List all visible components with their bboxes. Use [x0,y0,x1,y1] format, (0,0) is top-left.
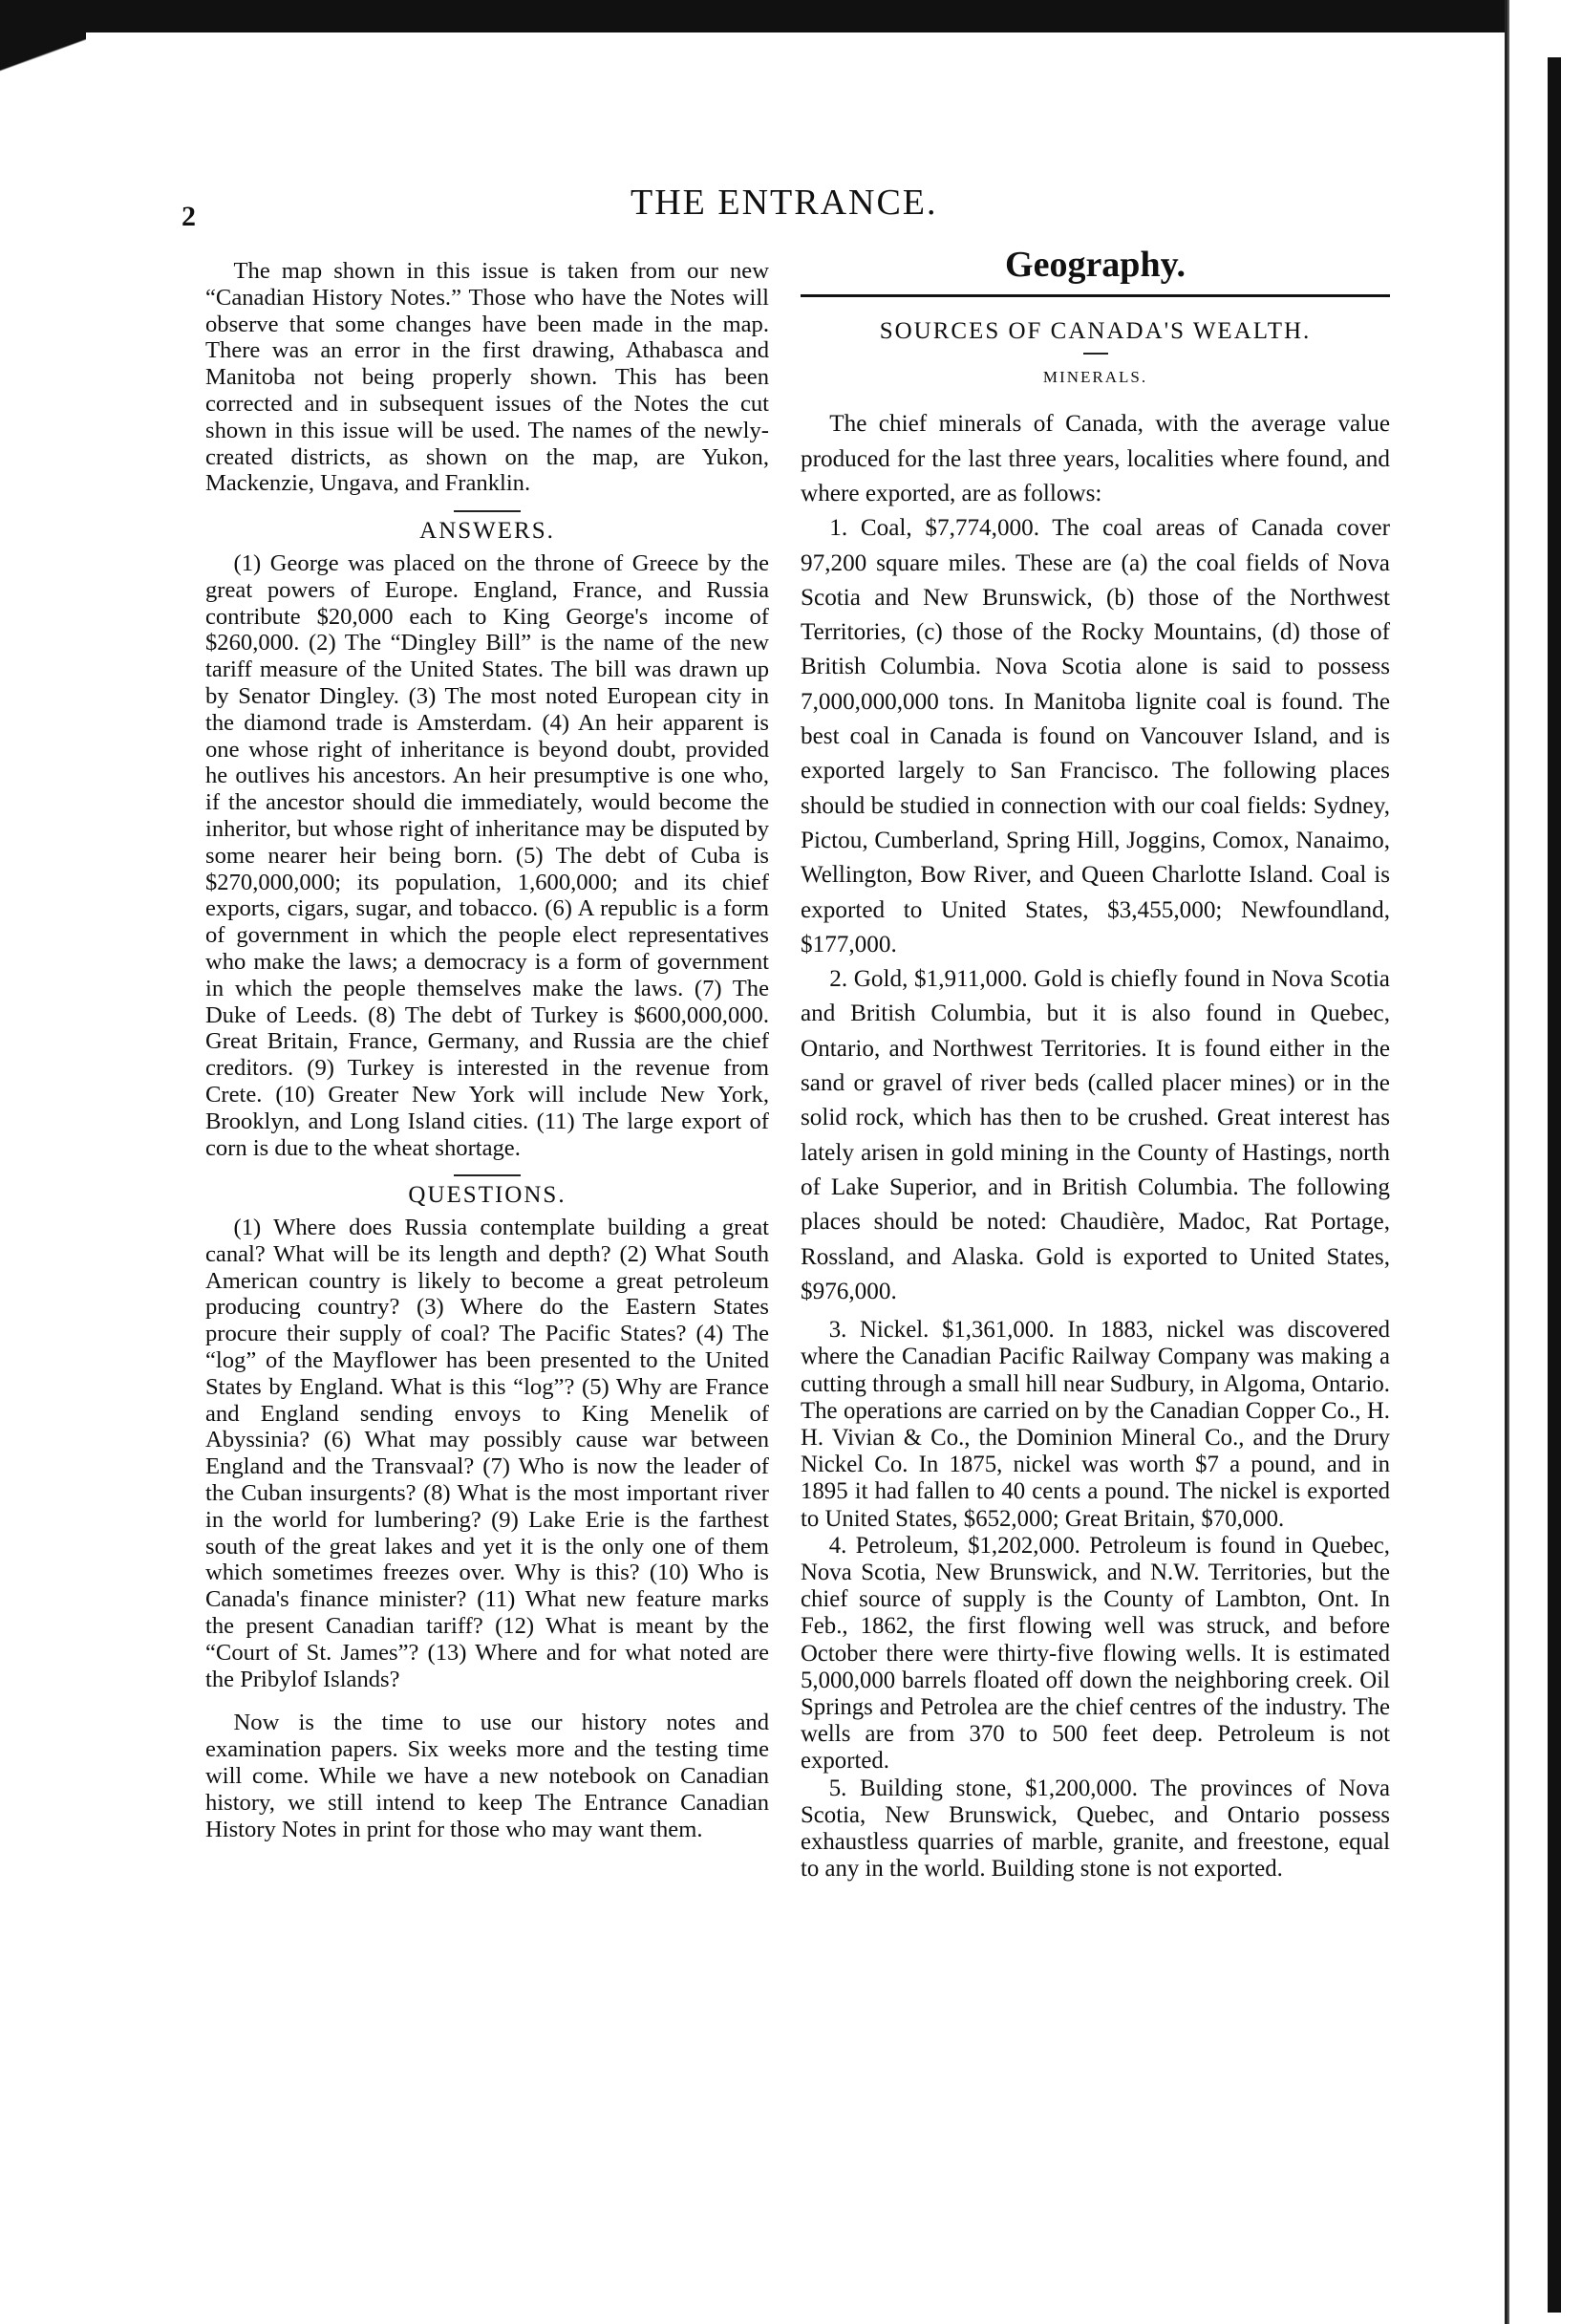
running-head: THE ENTRANCE. [631,183,938,223]
building-stone-paragraph: 5. Building stone, $1,200,000. The provinces of Nova Scotia, New Brunswick, Quebec, and Ontario possess exhaustless quarries of marble, granite, and freestone, equal to any in the world. Building stone is not exported. [801,1775,1390,1883]
title-divider [1083,353,1108,355]
scan-corner-shadow [0,0,86,143]
article-title: SOURCES OF CANADA'S WEALTH. [879,317,1312,344]
left-column [205,258,769,1842]
nickel-paragraph: 3. Nickel. $1,361,000. In 1883, nickel was discovered where the Canadian Pacific Railway Company was making a cutting through a small hill near Sudbury, in Algoma, Ontario. The operations are carried on by the Canadian Copper Co., H. H. Vivian & Co., the Dominion Mineral Co., and the Drury Nickel Co. In 1875, nickel was worth $7 a pound, and in 1895 it had fallen to 40 cents a pound. The nickel is exported to United States, $652,000; Great Britain, $70,000. [801,1317,1390,1532]
adjacent-page-bar [1548,57,1561,2313]
answers-paragraph: (1) George was placed on the throne of Greece by the great powers of Europe. England, France, and Russia contribute $20,000 each to King George's income of $260,000. (2) The “Dingley Bill” is the name of the new tariff measure of the United States. The bill was drawn up by Senator Dingley. (3) The most noted European city in the diamond trade is Amsterdam. (4) An heir apparent is one whose right of inheritance is beyond doubt, provided he outlives his ancestors. An heir presumptive is one who, if the ancestor should die immediately, would become the inheritor, but whose right of inheritance may be disputed by some nearer heir being born. (5) The debt of Cuba is $270,000,000; its population, 1,600,000; and its chief exports, cigars, sugar, and tobacco. (6) A republic is a form of government in which the people elect representatives who make the laws; a democracy is a form of government in which the people themselves make the laws. (7) The Duke of Leeds. (8) The debt of Turkey is $600,000,000. Great Britain, France, Germany, and Russia are the chief creditors. (9) Turkey is interested in the revenue from Crete. (10) Greater New York will include New York, Brooklyn, and Long Island cities. (11) The large export of corn is due to the wheat shortage. [205,549,769,1161]
minerals-body-tight [801,1317,1390,1883]
questions-paragraph: (1) Where does Russia contemplate building a great canal? What will be its length and depth? (2) What South American country is likely to become a great petroleum producing country? (3) Where do the Eastern States procure their supply of coal? The Pacific States? (4) The “log” of the Mayflower has been presented to the United States by England. What is this “log”? (5) Why are France and England sending envoys to King Menelik of Abyssinia? (6) What may possibly cause war between England and the Transvaal? (7) Who is now the leader of the Cuban insurgents? (8) What is the most important river in the world for lumbering? (9) Lake Erie is the farthest south of the great lakes and yet it is the only one of them which sometimes freezes over. Why is this? (10) Who is Canada's finance minister? (11) What new feature marks the present Canadian tariff? (12) What is meant by the “Court of St. James”? (13) Where and for what noted are the Pribylof Islands? [205,1215,769,1692]
closing-paragraph: Now is the time to use our history notes and examination papers. Six weeks more and the testing time will come. While we have a new notebook on Canadian history, we still intend to keep The Entrance Canadian History Notes in print for those who may want them. [205,1710,769,1842]
petroleum-paragraph: 4. Petroleum, $1,202,000. Petroleum is found in Quebec, Nova Scotia, New Brunswick, and N.W. Territories, but the chief source of supply is the County of Lambton, Ont. In Feb., 1862, the first flowing well was struck, and before October there were thirty-five flowing wells. It is estimated 5,000,000 barrels floated off down the neighboring creek. Oil Springs and Petrolea are the chief centres of the industry. The wells are from 370 to 500 feet deep. Petroleum is not exported. [801,1532,1390,1775]
page-number: 2 [182,201,196,232]
coal-paragraph: 1. Coal, $7,774,000. The coal areas of Canada cover 97,200 square miles. These are (a) the coal fields of Nova Scotia and New Brunswick, (b) those of the Northwest Territories, (c) those of the Rocky Mountains, (d) those of British Columbia. Nova Scotia alone is said to possess 7,000,000,000 tons. In Manitoba lignite coal is found. The best coal in Canada is found on Vancouver Island, and is exported largely to San Francisco. The following places should be studied in connection with our coal fields: Sydney, Pictou, Cumberland, Spring Hill, Joggins, Comox, Nanaimo, Wellington, Bow River, and Queen Charlotte Island. Coal is exported to United States, $3,455,000; Newfoundland, $177,000. [801,515,1390,958]
minerals-intro-paragraph: The chief minerals of Canada, with the average value produced for the last three years, localities where found, and where exported, are as follows: [801,411,1390,506]
map-note-paragraph: The map shown in this issue is taken from our new “Canadian History Notes.” Those who have the Notes will observe that some changes have been made in the map. There was an error in the first drawing, Athabasca and Manitoba not being properly shown. This has been corrected and in subsequent issues of the Notes the cut shown in this issue will be used. The names of the newly-created districts, as shown on the map, are Yukon, Mackenzie, Ungava, and Franklin. [205,258,769,497]
adjacent-page-strip [1507,0,1582,2324]
gold-paragraph: 2. Gold, $1,911,000. Gold is chiefly found in Nova Scotia and British Columbia, but it is also found in Quebec, Ontario, and Northwest Territories. It is found either in the sand or gravel of river beds (called placer mines) or in the solid rock, which has then to be crushed. Great interest has lately arisen in gold mining in the County of Hastings, north of Lake Superior, and in British Columbia. The following places should be noted: Chaudière, Madoc, Rat Portage, Rossland, and Alaska. Gold is exported to United States, $976,000. [801,966,1390,1304]
section-divider [454,1174,521,1176]
minerals-subheading: MINERALS. [1042,367,1148,386]
section-divider [454,510,521,512]
answers-heading: ANSWERS. [419,518,555,545]
title-rule [801,294,1390,297]
scan-border-top [0,0,1505,32]
minerals-body-wide [801,407,1390,1309]
right-column [801,245,1390,1883]
geography-title: Geography. [1005,245,1186,285]
questions-heading: QUESTIONS. [408,1182,567,1209]
